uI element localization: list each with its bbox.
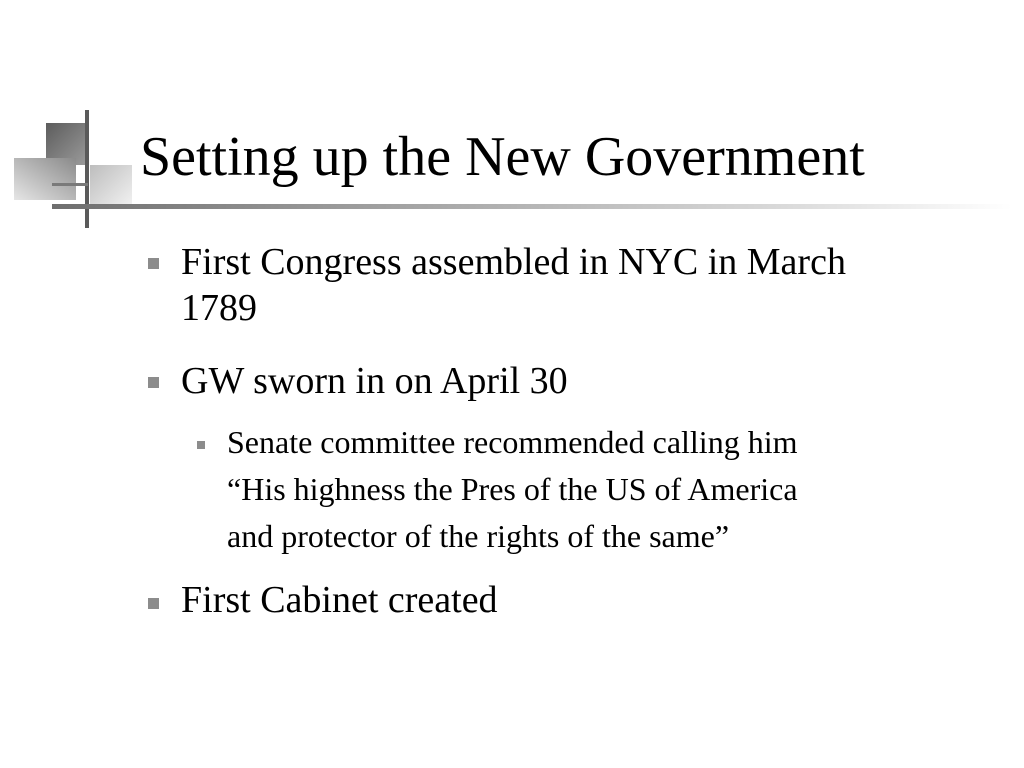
bullet-text-line: and protector of the rights of the same” xyxy=(227,518,730,554)
bullet-marker xyxy=(148,377,159,388)
bullet-item xyxy=(181,577,498,623)
bullet-text-line: First Cabinet created xyxy=(181,579,498,621)
bullet-marker xyxy=(148,258,159,269)
bullet-text-line: “His highness the Pres of the US of America xyxy=(227,471,798,507)
slide-title: Setting up the New Government xyxy=(140,126,865,188)
bullet-text-line: Senate committee recommended calling him xyxy=(227,424,798,460)
bullet-marker xyxy=(148,598,159,609)
bullet-text-line: 1789 xyxy=(181,287,257,329)
sub-bullet-marker xyxy=(197,441,205,449)
bullet-text-line: GW sworn in on April 30 xyxy=(181,360,568,402)
bullet-item xyxy=(181,239,846,331)
bullet-item xyxy=(181,358,568,404)
sub-bullet-item xyxy=(227,419,798,560)
bullet-text-line: First Congress assembled in NYC in March xyxy=(181,241,846,283)
